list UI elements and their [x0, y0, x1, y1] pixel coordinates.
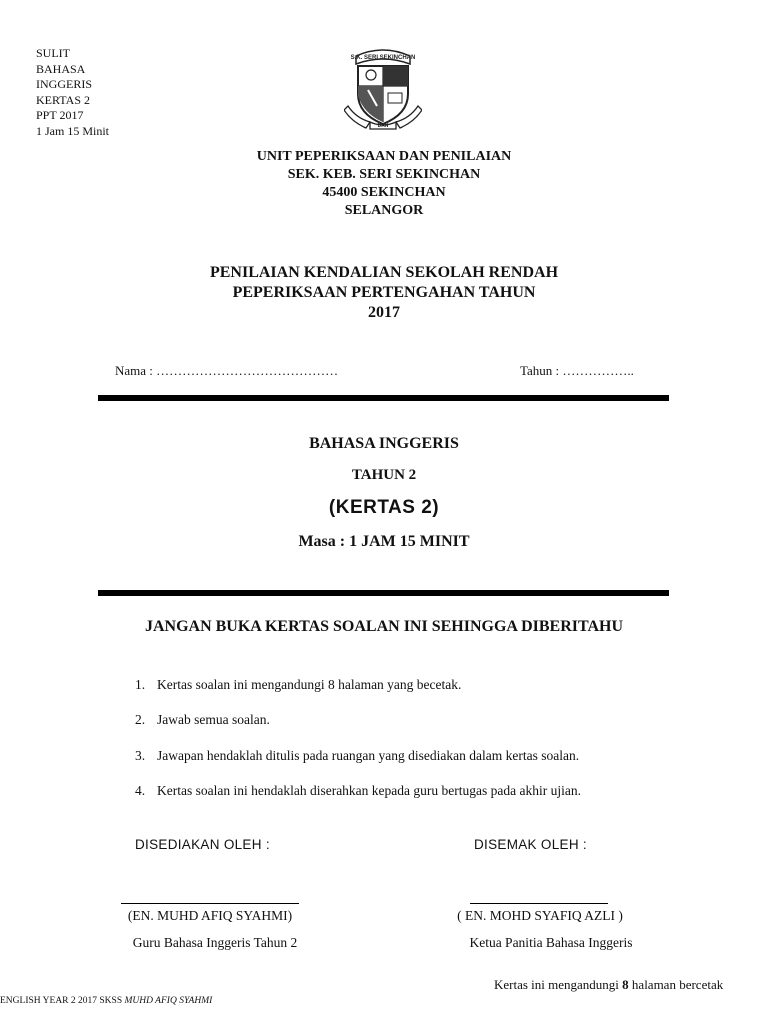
- school-line-1: UNIT PEPERIKSAAN DAN PENILAIAN: [256, 149, 512, 164]
- subject-name: BAHASA INGGERIS: [309, 435, 459, 452]
- subject-year: TAHUN 2: [351, 467, 417, 483]
- instruction-number: 2.: [135, 712, 146, 727]
- year-field[interactable]: Tahun : ……………..: [520, 363, 634, 378]
- warning-text: JANGAN BUKA KERTAS SOALAN INI SEHINGGA DIBERITAHU: [144, 618, 624, 635]
- instruction-text: Jawab semua soalan.: [157, 712, 270, 727]
- instruction-text: Kertas soalan ini mengandungi 8 halaman yang becetak.: [157, 677, 462, 692]
- prepared-by-label: DISEDIAKAN OLEH :: [135, 837, 270, 852]
- instruction-item: [135, 783, 581, 799]
- prepared-by-name: (EN. MUHD AFIQ SYAHMI): [127, 908, 293, 923]
- crest-banner-text: S.K. SERI SEKINCHAN: [350, 55, 416, 61]
- paper-number: (KERTAS 2): [328, 497, 440, 518]
- checked-by-title: Ketua Panitia Bahasa Inggeris: [469, 935, 633, 950]
- page-count-note: [494, 977, 723, 993]
- header-line-1: SULIT: [36, 46, 70, 60]
- footer-credit-text: ENGLISH YEAR 2 2017 SKSS: [0, 996, 125, 1006]
- assessment-line-2: PEPERIKSAAN PERTENGAHAN TAHUN: [232, 284, 536, 301]
- document-header-left: [36, 46, 109, 139]
- page-count-suffix: halaman bercetak: [628, 977, 724, 992]
- school-line-3: 45400 SEKINCHAN: [322, 185, 446, 200]
- bottom-divider: [98, 590, 669, 596]
- crest-ribbon-text: DAN: [377, 123, 389, 129]
- instruction-number: 4.: [135, 783, 146, 798]
- page-count-prefix: Kertas ini mengandungi: [494, 977, 623, 992]
- exam-duration: Masa : 1 JAM 15 MINIT: [298, 533, 470, 550]
- assessment-line-1: PENILAIAN KENDALIAN SEKOLAH RENDAH: [209, 264, 559, 281]
- prepared-by-title: Guru Bahasa Inggeris Tahun 2: [132, 935, 298, 950]
- assessment-year: 2017: [368, 304, 400, 321]
- assessment-title: [0, 263, 768, 323]
- page-count-number: 8: [622, 977, 629, 992]
- name-field[interactable]: Nama : ……………………………………: [115, 363, 339, 378]
- school-info: [0, 148, 768, 220]
- school-line-4: SELANGOR: [344, 203, 424, 218]
- school-crest-icon: [344, 44, 422, 130]
- header-line-4: KERTAS 2: [36, 92, 90, 107]
- instruction-text: Jawapan hendaklah ditulis pada ruangan yang disediakan dalam kertas soalan.: [157, 748, 580, 763]
- header-line-3: INGGERIS: [36, 77, 92, 91]
- checked-by-label: DISEMAK OLEH :: [474, 837, 587, 852]
- prepared-signature-line: [121, 903, 299, 904]
- checked-signature-line: [470, 903, 608, 904]
- top-divider: [98, 395, 669, 401]
- header-line-6: 1 Jam 15 Minit: [36, 123, 110, 138]
- checked-by-name: ( EN. MOHD SYAFIQ AZLI ): [457, 908, 623, 923]
- footer-credit: [0, 996, 212, 1006]
- instruction-item: [135, 748, 579, 764]
- school-line-2: SEK. KEB. SERI SEKINCHAN: [287, 167, 481, 182]
- footer-credit-author: MUHD AFIQ SYAHMI: [124, 996, 213, 1006]
- instruction-item: [135, 712, 270, 728]
- header-line-2: BAHASA: [36, 61, 86, 76]
- instruction-number: 1.: [135, 677, 146, 692]
- instruction-text: Kertas soalan ini hendaklah diserahkan kepada guru bertugas pada akhir ujian.: [157, 783, 581, 798]
- instruction-number: 3.: [135, 748, 146, 763]
- header-line-5: PPT 2017: [36, 108, 84, 122]
- instruction-item: [135, 677, 461, 693]
